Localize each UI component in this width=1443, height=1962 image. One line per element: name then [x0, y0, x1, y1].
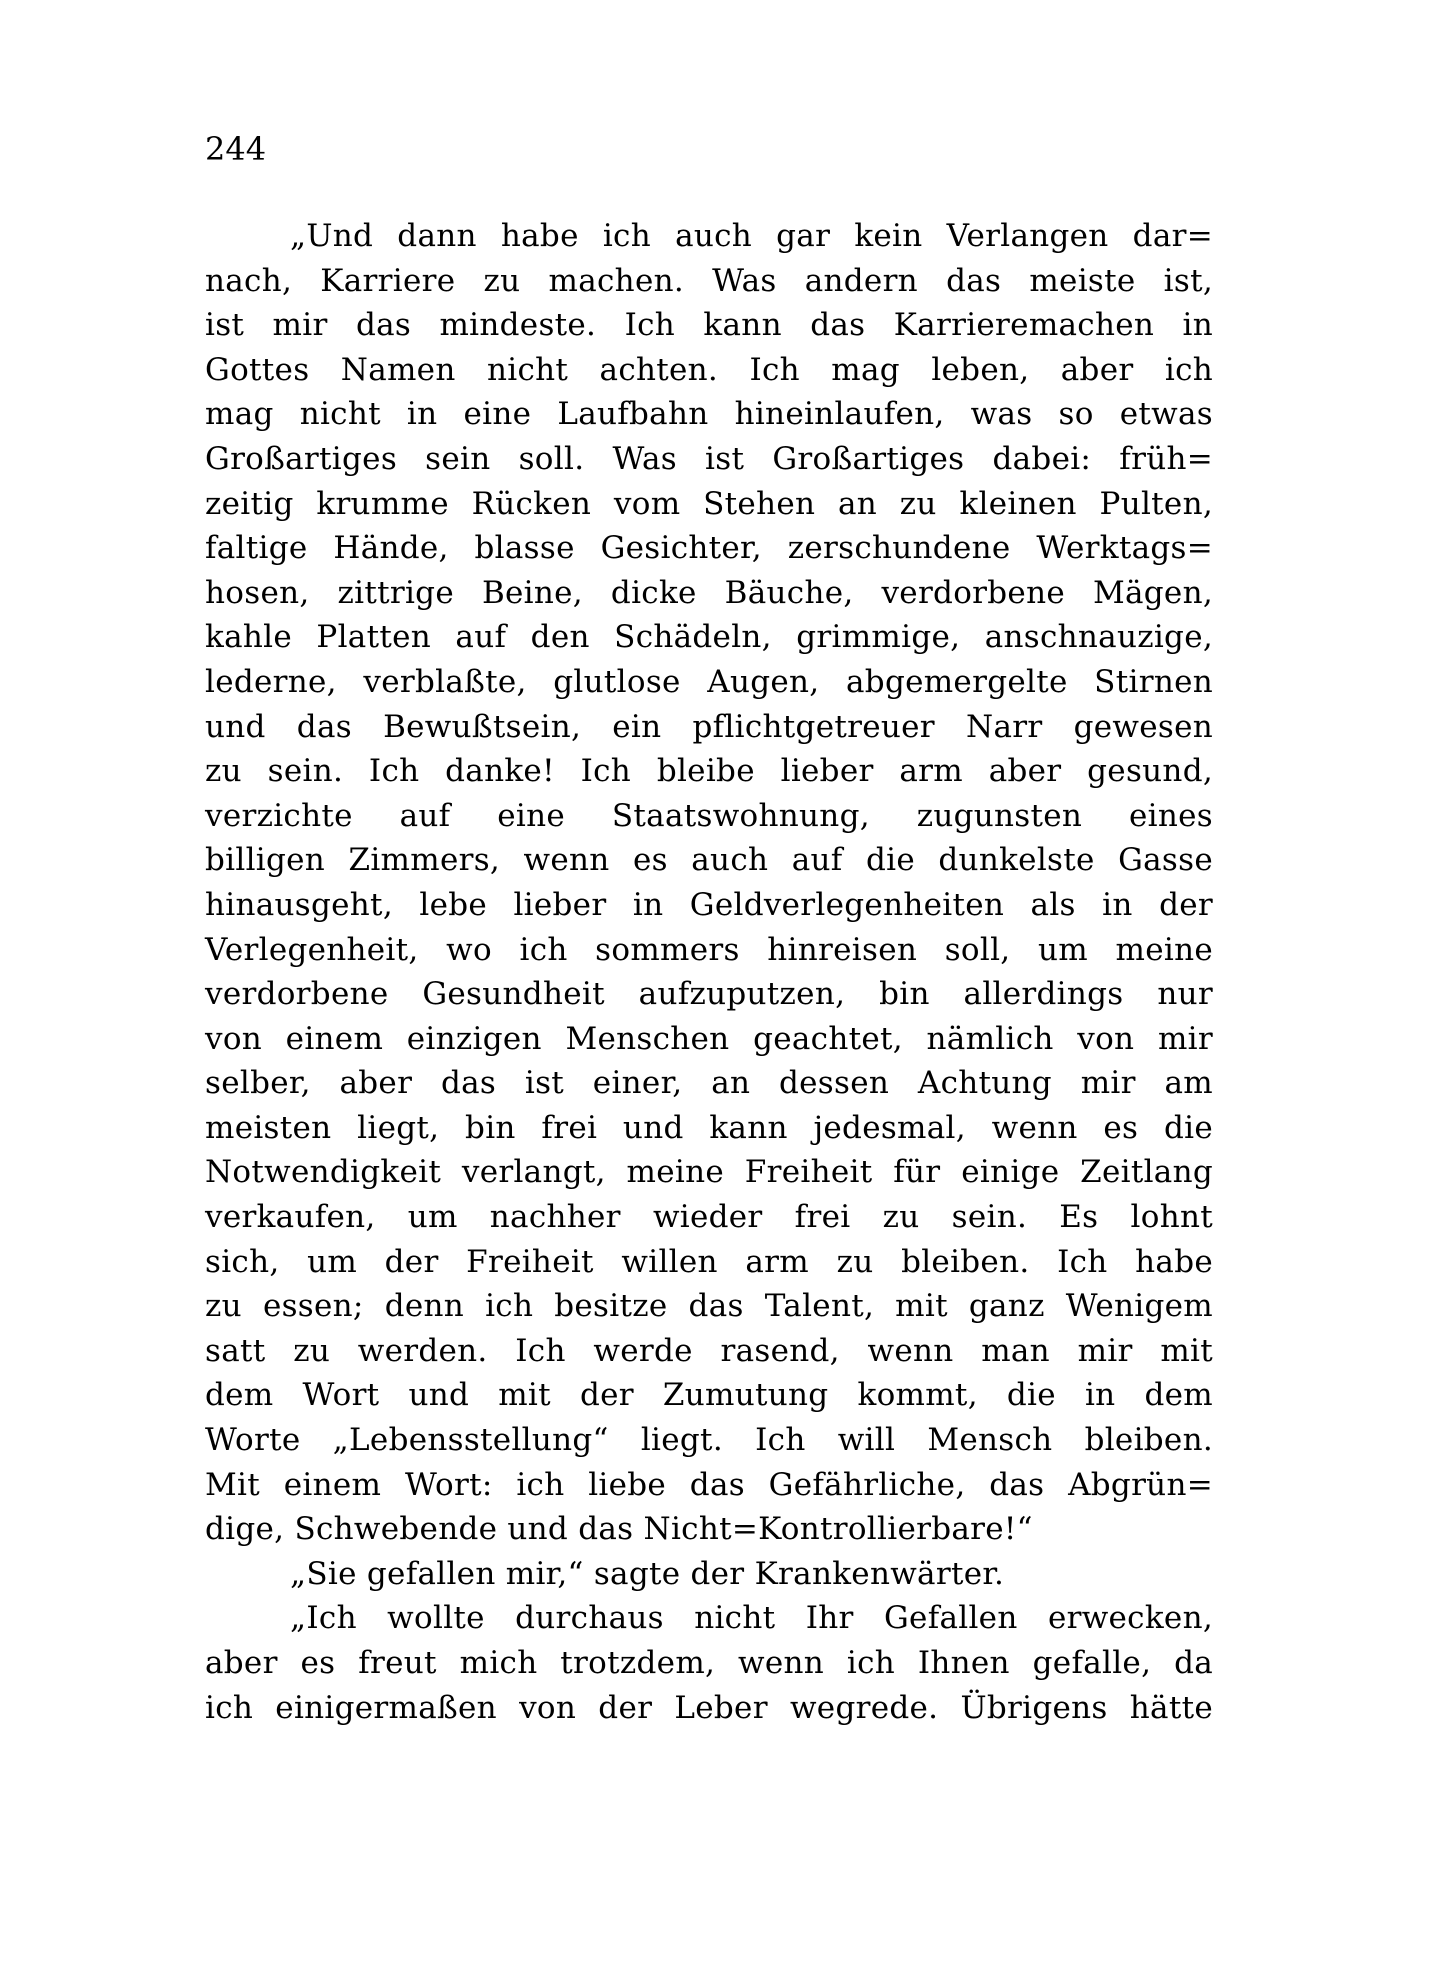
text-line: „Sie gefallen mir,“ sagte der Krankenwärter. — [290, 1555, 1005, 1592]
text-line: kahle Platten auf den Schädeln, grimmige, anschnauzige, — [205, 619, 1213, 656]
text-line: ich einigermaßen von der Leber wegrede. Übrigens hätte — [205, 1689, 1213, 1726]
text-line: dem Wort und mit der Zumutung kommt, die in dem — [205, 1377, 1213, 1414]
text-line: lederne, verblaßte, glutlose Augen, abgemergelte Stirnen — [205, 663, 1213, 700]
text-line: faltige Hände, blasse Gesichter, zerschundene Werktags= — [205, 530, 1213, 567]
text-line: dige, Schwebende und das Nicht=Kontrollierbare!“ — [205, 1511, 1033, 1548]
text-line: zu sein. Ich danke! Ich bleibe lieber arm aber gesund, — [205, 753, 1213, 790]
text-line: „Und dann habe ich auch gar kein Verlangen dar= — [290, 218, 1213, 254]
text-line: meisten liegt, bin frei und kann jedesmal, wenn es die — [205, 1109, 1213, 1146]
text-line: hinausgeht, lebe lieber in Geldverlegenheiten als in der — [205, 886, 1213, 923]
text-line: und das Bewußtsein, ein pflichtgetreuer Narr gewesen — [205, 708, 1213, 745]
text-line: Mit einem Wort: ich liebe das Gefährliche, das Abgrün= — [205, 1466, 1213, 1503]
text-line: verdorbene Gesundheit aufzuputzen, bin allerdings nur — [205, 976, 1213, 1013]
text-line: „Ich wollte durchaus nicht Ihr Gefallen erwecken, — [290, 1600, 1213, 1637]
body-text — [205, 214, 1213, 1730]
text-line: Gottes Namen nicht achten. Ich mag leben, aber ich — [205, 351, 1213, 388]
text-line: zeitig krumme Rücken vom Stehen an zu kleinen Pulten, — [205, 485, 1213, 522]
text-line: Großartiges sein soll. Was ist Großartiges dabei: früh= — [205, 440, 1213, 477]
text-line: von einem einzigen Menschen geachtet, nämlich von mir — [205, 1020, 1213, 1057]
text-line: billigen Zimmers, wenn es auch auf die dunkelste Gasse — [205, 842, 1213, 879]
text-line: nach, Karriere zu machen. Was andern das meiste ist, — [205, 262, 1213, 299]
text-line: Worte „Lebensstellung“ liegt. Ich will Mensch bleiben. — [205, 1422, 1213, 1459]
text-line: sich, um der Freiheit willen arm zu bleiben. Ich habe — [205, 1243, 1213, 1280]
text-line: mag nicht in eine Laufbahn hineinlaufen, was so etwas — [205, 396, 1213, 433]
text-line: zu essen; denn ich besitze das Talent, mit ganz Wenigem — [205, 1288, 1213, 1325]
text-line: Notwendigkeit verlangt, meine Freiheit für einige Zeitlang — [205, 1154, 1213, 1191]
text-line: hosen, zittrige Beine, dicke Bäuche, verdorbene Mägen, — [205, 574, 1213, 611]
text-line: verzichte auf eine Staatswohnung, zugunsten eines — [205, 797, 1213, 834]
page-number: 244 — [205, 130, 267, 168]
text-line: satt zu werden. Ich werde rasend, wenn man mir mit — [205, 1332, 1213, 1369]
text-line: Verlegenheit, wo ich sommers hinreisen soll, um meine — [205, 931, 1213, 968]
text-line: selber, aber das ist einer, an dessen Achtung mir am — [205, 1065, 1213, 1102]
text-line: ist mir das mindeste. Ich kann das Karrieremachen in — [205, 307, 1213, 344]
text-line: aber es freut mich trotzdem, wenn ich Ihnen gefalle, da — [205, 1645, 1213, 1681]
text-line: verkaufen, um nachher wieder frei zu sein. Es lohnt — [205, 1199, 1213, 1236]
